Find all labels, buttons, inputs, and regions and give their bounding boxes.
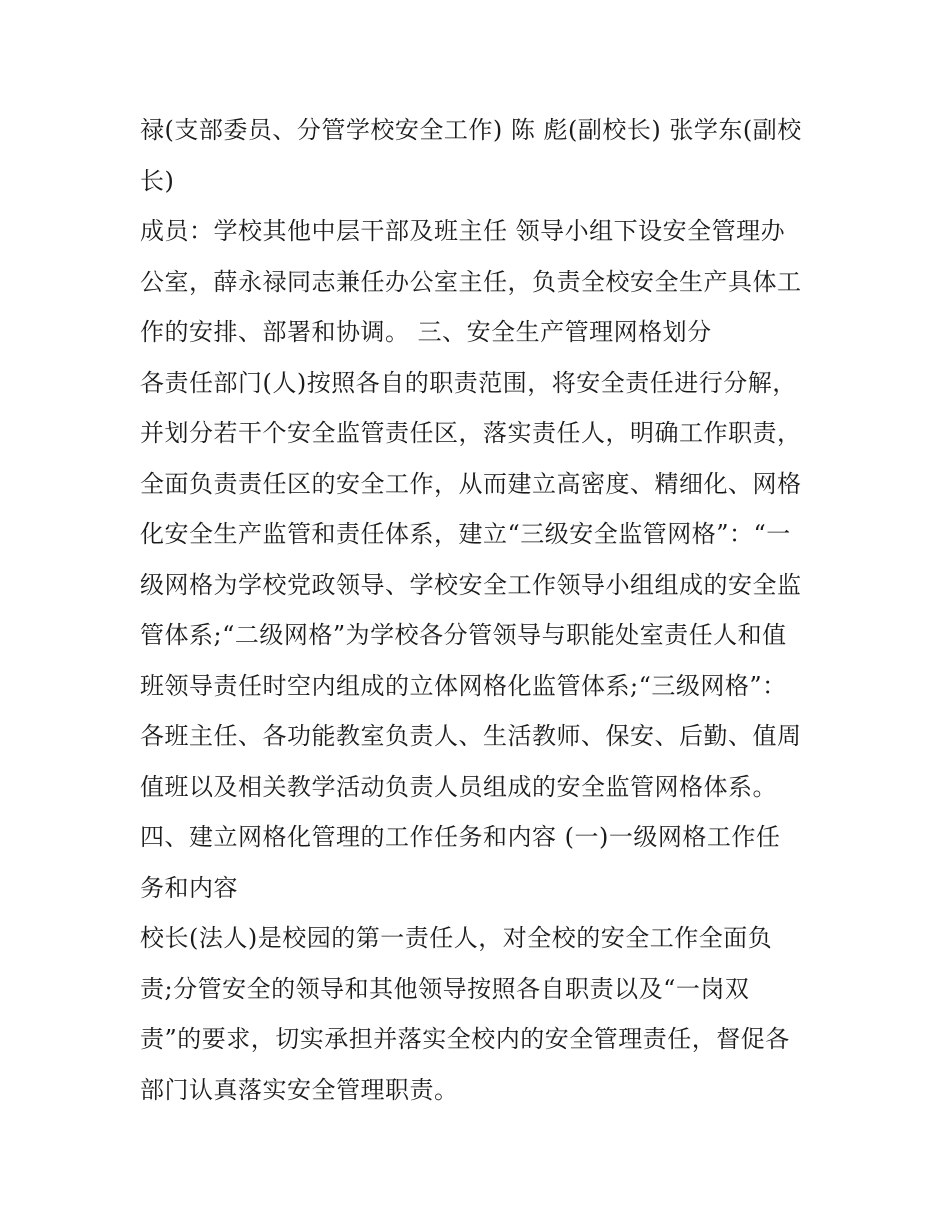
text-line: 各责任部门(人)按照各自的职责范围，将安全责任进行分解， bbox=[140, 369, 797, 397]
text-line: 并划分若干个安全监管责任区，落实责任人，明确工作职责， bbox=[140, 419, 802, 447]
text-line: 班领导责任时空内组成的立体网格化监管体系;“三级网格”： bbox=[140, 672, 787, 700]
text-line: 责;分管安全的领导和其他领导按照各自职责以及“一岗双 bbox=[140, 975, 750, 1003]
text-line: 四、建立网格化管理的工作任务和内容 (一)一级网格工作任 bbox=[140, 823, 781, 851]
text-line: 值班以及相关教学活动负责人员组成的安全监管网格体系。 bbox=[140, 773, 777, 801]
text-line: 全面负责责任区的安全工作，从而建立高密度、精细化、网格 bbox=[140, 470, 802, 498]
text-line: 级网格为学校党政领导、学校安全工作领导小组组成的安全监 bbox=[140, 571, 802, 599]
text-line: 成员：学校其他中层干部及班主任 领导小组下设安全管理办 bbox=[140, 217, 786, 245]
text-line: 化安全生产监管和责任体系，建立“三级安全监管网格”：“一 bbox=[140, 520, 791, 548]
text-line: 各班主任、各功能教室负责人、生活教师、保安、后勤、值周 bbox=[140, 722, 802, 750]
text-line: 禄(支部委员、分管学校安全工作) 陈 彪(副校长) 张学东(副校 bbox=[140, 116, 802, 144]
text-line: 公室，薛永禄同志兼任办公室主任，负责全校安全生产具体工 bbox=[140, 268, 802, 296]
text-line: 务和内容 bbox=[140, 874, 238, 902]
text-line: 作的安排、部署和协调。 三、安全生产管理网格划分 bbox=[140, 318, 712, 346]
text-line: 部门认真落实安全管理职责。 bbox=[140, 1076, 459, 1104]
text-line: 责”的要求，切实承担并落实全校内的安全管理责任，督促各 bbox=[140, 1025, 790, 1053]
text-line: 校长(法人)是校园的第一责任人，对全校的安全工作全面负 bbox=[140, 924, 773, 952]
text-line: 长) bbox=[140, 167, 175, 195]
text-line: 管体系;“二级网格”为学校各分管领导与职能处室责任人和值 bbox=[140, 621, 787, 649]
